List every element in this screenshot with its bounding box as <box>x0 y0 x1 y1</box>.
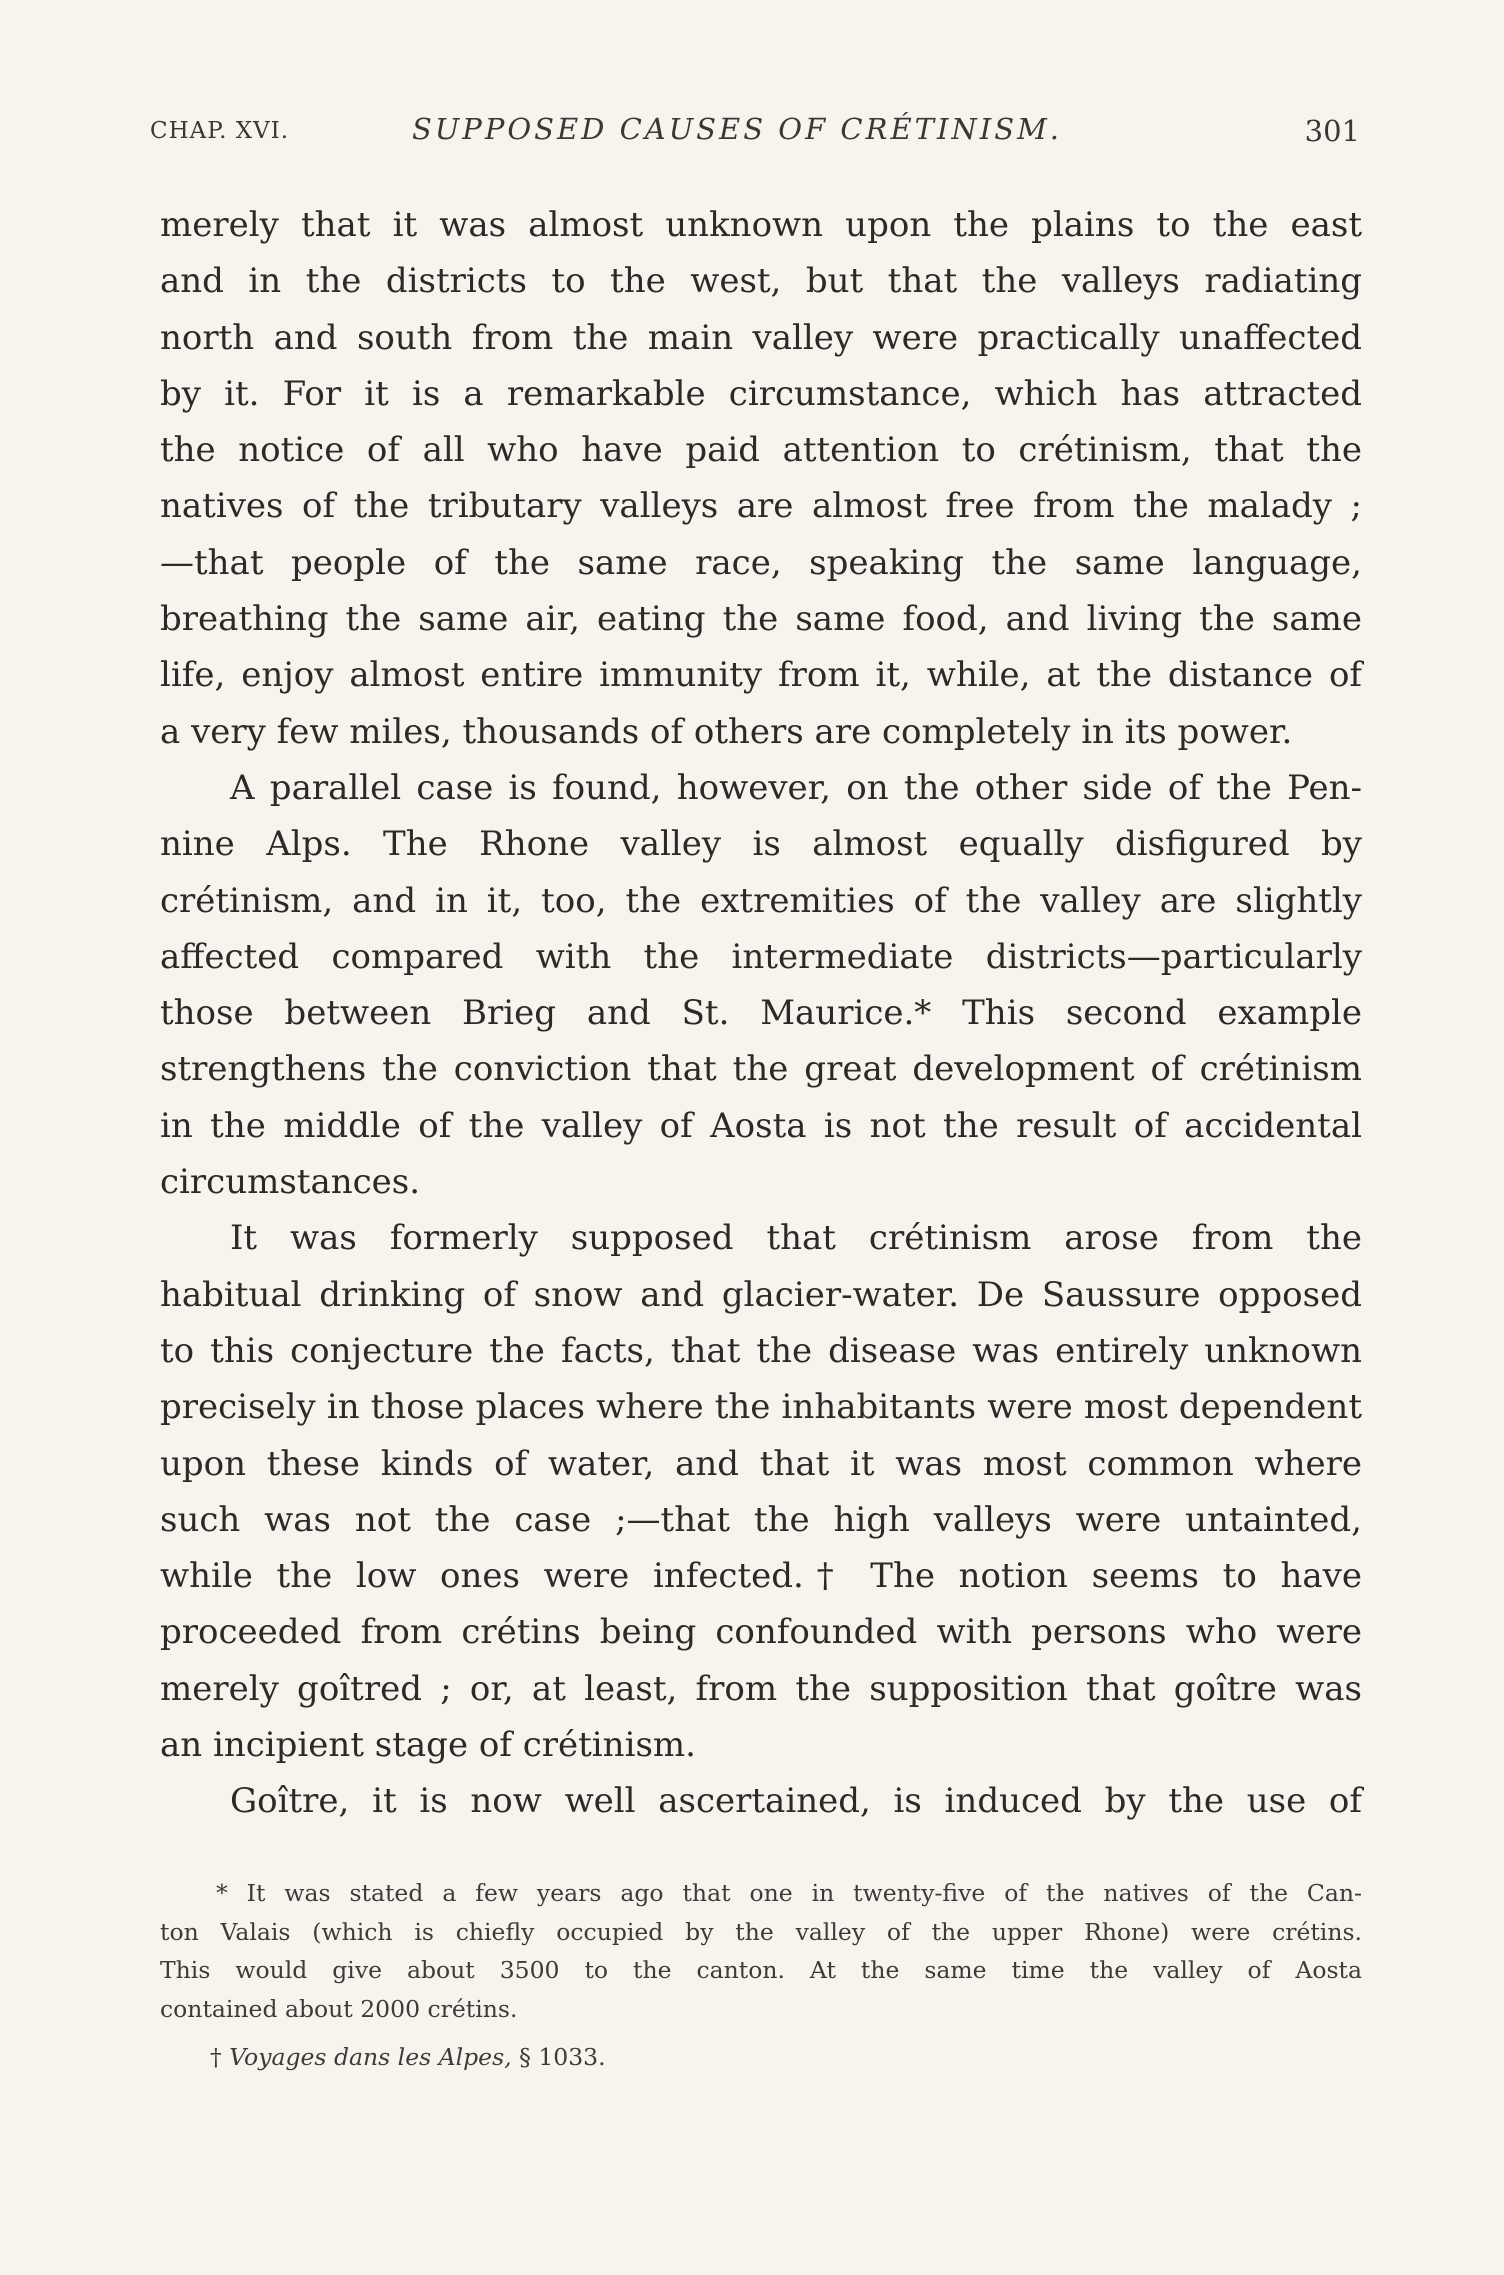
footnote-reference <box>160 2038 1362 2077</box>
text-line: upon these kinds of water, and that it was most common where <box>160 1443 1362 1484</box>
page-number: 301 <box>1304 114 1360 148</box>
text-line: by it. For it is a remarkable circumstance, which has attracted <box>160 373 1362 414</box>
text-line: nine Alps. The Rhone valley is almost equally disfigured by <box>160 824 1362 865</box>
running-head <box>150 112 1360 152</box>
text-line: north and south from the main valley were practically unaffected <box>160 317 1362 358</box>
footnote-line: ton Valais (which is chiefly occupied by the valley of the upper Rhone) were crétins. <box>160 1917 1362 1946</box>
text-line: breathing the same air, eating the same food, and living the same <box>160 599 1362 640</box>
text-line: those between Brieg and St. Maurice.* This second example <box>160 993 1362 1034</box>
text-line: affected compared with the intermediate districts—particularly <box>160 936 1362 977</box>
reference-title: Voyages dans les Alpes, <box>229 2043 512 2071</box>
chapter-label: CHAP. XVI. <box>150 118 290 144</box>
text-line: A parallel case is found, however, on the other side of the Pen- <box>230 767 1362 808</box>
text-line: habitual drinking of snow and glacier-water. De Saussure opposed <box>160 1274 1362 1315</box>
text-line: while the low ones were infected.† The notion seems to have <box>160 1556 1362 1597</box>
body-text <box>160 197 1362 1830</box>
text-line: Goître, it is now well ascertained, is induced by the use of <box>230 1781 1362 1822</box>
text-line: a very few miles, thousands of others are completely in its power. <box>160 711 1293 752</box>
text-line: such was not the case ;—that the high valleys were untainted, <box>160 1499 1362 1540</box>
dagger-mark: † <box>210 2043 222 2071</box>
footnote-line: contained about 2000 crétins. <box>160 1994 518 2023</box>
text-line: crétinism, and in it, too, the extremities of the valley are slightly <box>160 880 1362 921</box>
text-line: life, enjoy almost entire immunity from it, while, at the distance of <box>160 655 1362 696</box>
text-line: circumstances. <box>160 1162 421 1203</box>
footnotes <box>160 1874 1362 2077</box>
text-line: merely that it was almost unknown upon the plains to the east <box>160 205 1362 245</box>
text-line: precisely in those places where the inhabitants were most dependent <box>160 1387 1362 1428</box>
text-line: to this conjecture the facts, that the disease was entirely unknown <box>160 1330 1362 1371</box>
text-line: the notice of all who have paid attention to crétinism, that the <box>160 430 1362 471</box>
text-line: proceeded from crétins being confounded with persons who were <box>160 1612 1362 1653</box>
footnote-line: This would give about 3500 to the canton. At the same time the valley of Aosta <box>160 1956 1362 1984</box>
reference-section: § 1033. <box>519 2043 606 2071</box>
text-line: in the middle of the valley of Aosta is not the result of accidental <box>160 1105 1362 1146</box>
text-line: natives of the tributary valleys are almost free from the malady ; <box>160 486 1362 527</box>
text-line: merely goîtred ; or, at least, from the supposition that goître was <box>160 1668 1362 1709</box>
text-line: It was formerly supposed that crétinism arose from the <box>230 1218 1362 1259</box>
text-line: strengthens the conviction that the great development of crétinism <box>160 1049 1362 1090</box>
running-title: SUPPOSED CAUSES OF CRÉTINISM. <box>412 112 1063 146</box>
text-line: —that people of the same race, speaking the same language, <box>160 542 1362 583</box>
text-line: an incipient stage of crétinism. <box>160 1725 696 1766</box>
text-line: and in the districts to the west, but that the valleys radiating <box>160 261 1362 302</box>
footnote-line: * It was stated a few years ago that one in twenty-five of the natives of the Can- <box>216 1879 1362 1907</box>
